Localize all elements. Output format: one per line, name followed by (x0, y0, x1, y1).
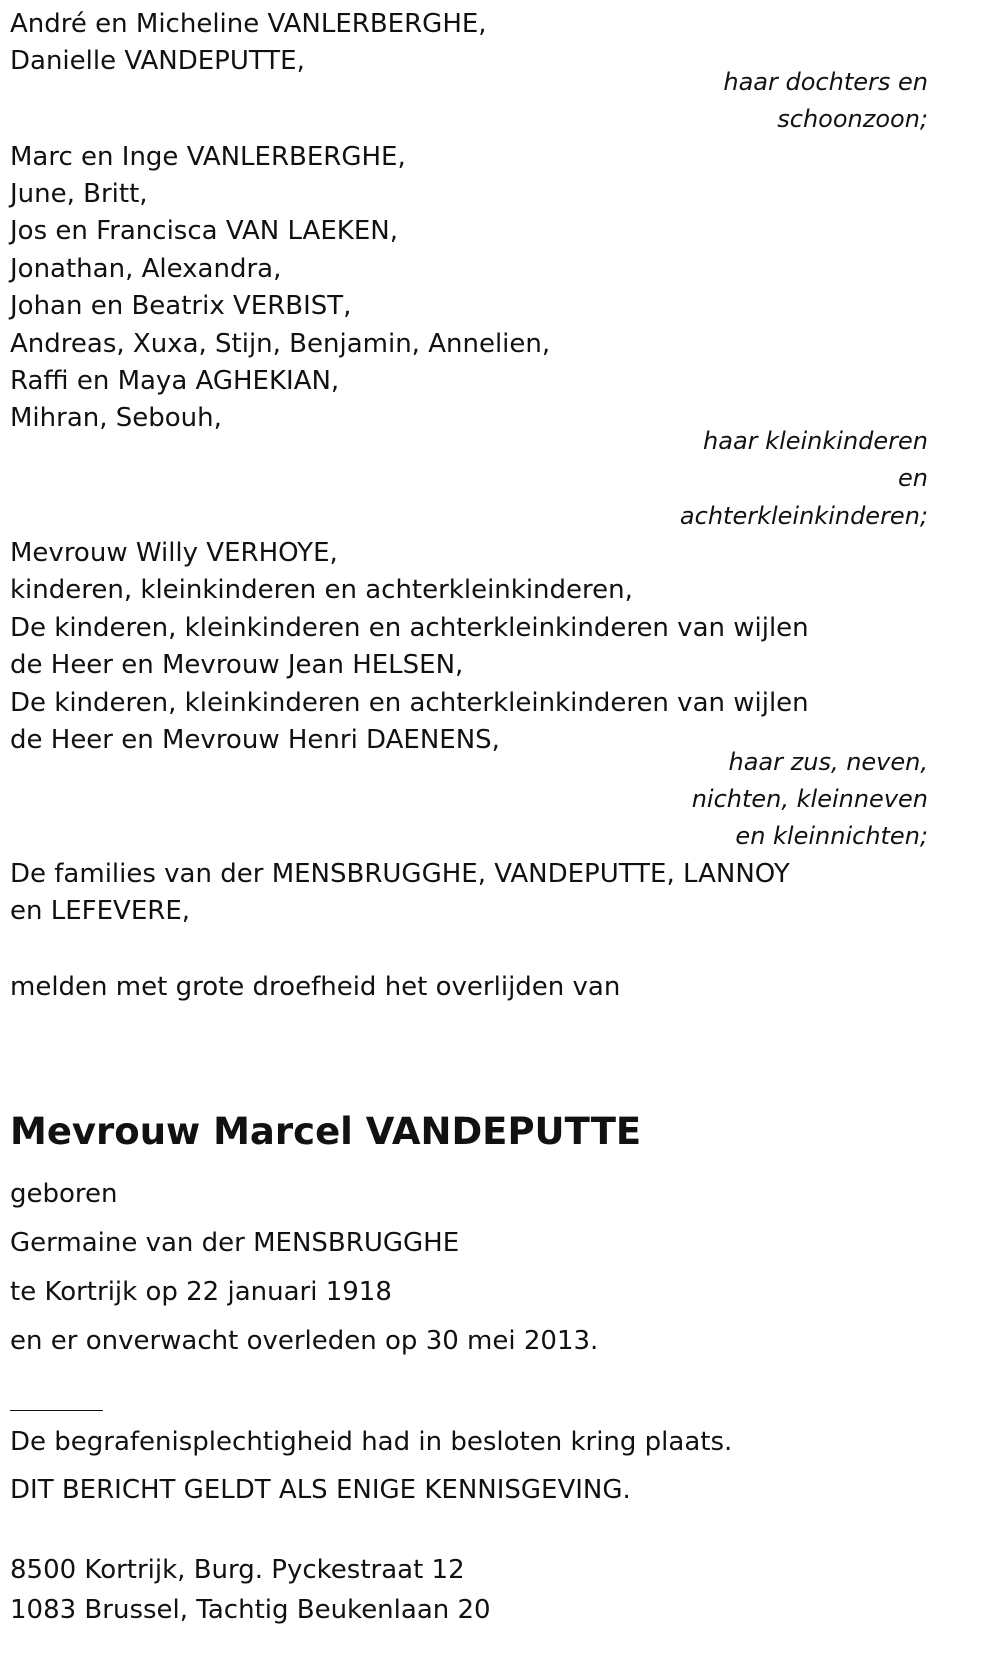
address-kortrijk: 8500 Kortrijk, Burg. Pyckestraat 12 (10, 1555, 465, 1585)
sole-notice: DIT BERICHT GELDT ALS ENIGE KENNISGEVING. (10, 1475, 631, 1505)
family-line-mihran: Mihran, Sebouh, (10, 403, 222, 433)
family-line-june: June, Britt, (10, 179, 148, 209)
family-line-willy: Mevrouw Willy VERHOYE, (10, 538, 338, 568)
role-great-grandchildren: achterkleinkinderen; (679, 502, 928, 530)
birth-place-date: te Kortrijk op 22 januari 1918 (10, 1277, 392, 1307)
funeral-notice: De begrafenisplechtigheid had in besloten kring plaats. (10, 1427, 733, 1457)
family-line-daenens-children: De kinderen, kleinkinderen en achterkleinkinderen van wijlen (10, 688, 809, 718)
family-line-johan: Johan en Beatrix VERBIST, (10, 291, 352, 321)
role-daughters: haar dochters en (723, 68, 928, 96)
role-nieces: nichten, kleinneven (691, 785, 928, 813)
role-and: en (898, 464, 928, 492)
role-sister-nephews: haar zus, neven, (728, 748, 928, 776)
birth-maiden-name: Germaine van der MENSBRUGGHE (10, 1228, 460, 1258)
family-line-jonathan: Jonathan, Alexandra, (10, 254, 282, 284)
deceased-name: Mevrouw Marcel VANDEPUTTE (10, 1110, 642, 1153)
role-son-in-law: schoonzoon; (777, 105, 928, 133)
family-line-danielle: Danielle VANDEPUTTE, (10, 46, 305, 76)
families-line-lefevere: en LEFEVERE, (10, 896, 191, 926)
divider (10, 1410, 103, 1411)
family-line-andre: André en Micheline VANLERBERGHE, (10, 9, 487, 39)
family-line-helsen: de Heer en Mevrouw Jean HELSEN, (10, 650, 464, 680)
birth-geboren: geboren (10, 1179, 118, 1209)
family-line-helsen-children: De kinderen, kleinkinderen en achterkleinkinderen van wijlen (10, 613, 809, 643)
address-brussel: 1083 Brussel, Tachtig Beukenlaan 20 (10, 1595, 491, 1625)
death-date: en er onverwacht overleden op 30 mei 2013. (10, 1326, 599, 1356)
families-line: De families van der MENSBRUGGHE, VANDEPUTTE, LANNOY (10, 859, 790, 889)
family-line-daenens: de Heer en Mevrouw Henri DAENENS, (10, 725, 500, 755)
family-line-kinderen: kinderen, kleinkinderen en achterkleinkinderen, (10, 575, 633, 605)
announcement-text: melden met grote droefheid het overlijden van (10, 972, 621, 1002)
family-line-andreas: Andreas, Xuxa, Stijn, Benjamin, Annelien, (10, 329, 551, 359)
role-grandchildren: haar kleinkinderen (703, 427, 928, 455)
role-grandnieces: en kleinnichten; (735, 822, 928, 850)
family-line-jos: Jos en Francisca VAN LAEKEN, (10, 216, 398, 246)
family-line-marc: Marc en Inge VANLERBERGHE, (10, 142, 406, 172)
family-line-raffi: Raffi en Maya AGHEKIAN, (10, 366, 340, 396)
